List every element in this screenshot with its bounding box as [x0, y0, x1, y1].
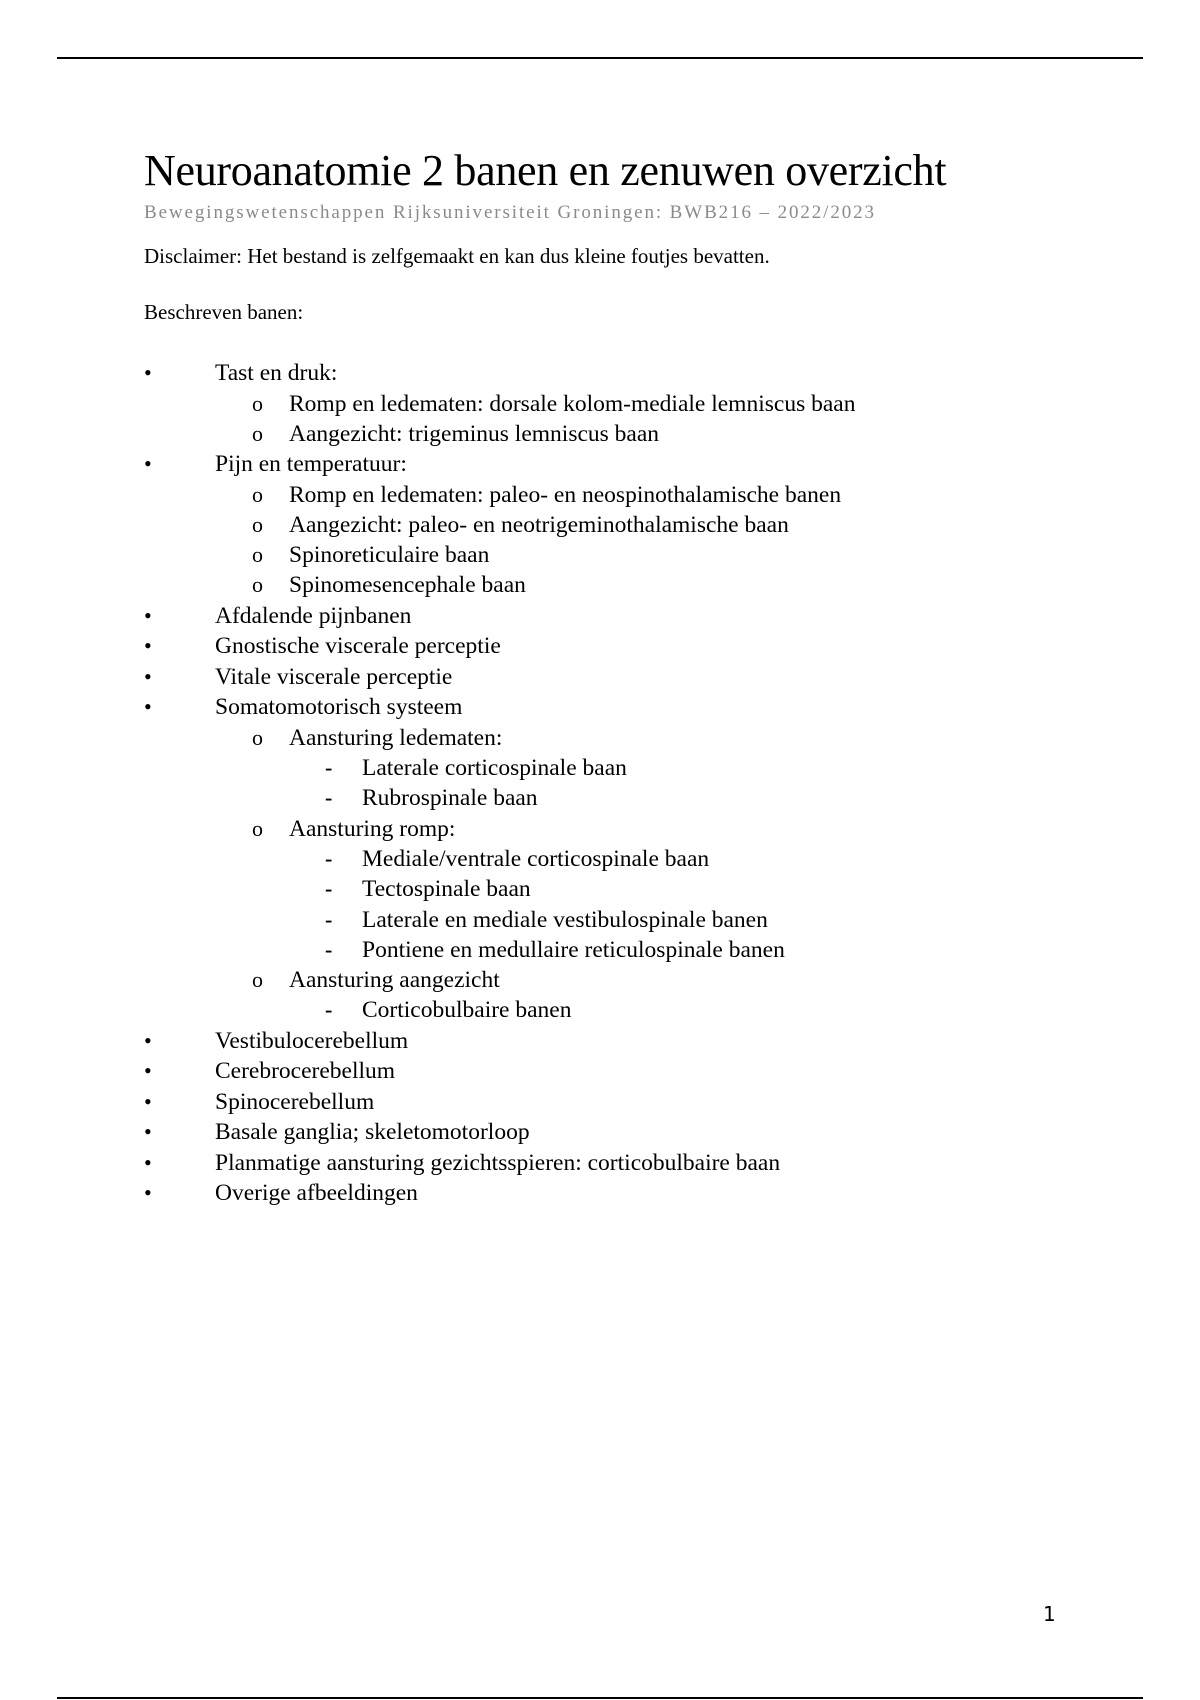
list-item-label: Rubrospinale baan [362, 785, 538, 812]
list-item-label: Tectospinale baan [362, 876, 531, 903]
sub-sub-list-item [0, 995, 1200, 1025]
disclaimer-text: Disclaimer: Het bestand is zelfgemaakt en kan dus kleine foutjes bevatten. [144, 244, 770, 268]
sub-list-item [0, 570, 1200, 600]
bullet-icon: • [144, 1180, 152, 1206]
list-item [0, 1087, 1200, 1118]
list-heading: Beschreven banen: [144, 300, 304, 324]
list-item-label: Laterale corticospinale baan [362, 755, 627, 782]
page-number: 1 [1043, 1602, 1056, 1626]
list-item-label: Spinoreticulaire baan [289, 542, 490, 569]
list-item-label: Basale ganglia; skeletomotorloop [215, 1119, 530, 1146]
list-item-label: Gnostische viscerale perceptie [215, 633, 501, 660]
dash-bullet-icon: - [325, 785, 333, 811]
list-item-label: Spinocerebellum [215, 1088, 375, 1115]
list-item-label: Afdalende pijnbanen [215, 602, 412, 629]
bullet-icon: • [144, 1027, 152, 1053]
list-item-label: Overige afbeeldingen [215, 1180, 418, 1207]
bullet-icon: • [144, 451, 152, 477]
sub-sub-list-item [0, 935, 1200, 965]
bullet-icon: • [144, 602, 152, 628]
bullet-icon: • [144, 1088, 152, 1114]
list-item-label: Romp en ledematen: paleo- en neospinothalamische banen [289, 481, 842, 508]
list-item-label: Laterale en mediale vestibulospinale banen [362, 906, 768, 933]
circle-bullet-icon: o [252, 481, 263, 507]
list-item [0, 692, 1200, 723]
list-item-label: Somatomotorisch systeem [215, 694, 463, 721]
sub-list-item [0, 965, 1200, 995]
bullet-icon: • [144, 360, 152, 385]
sub-sub-list-item [0, 844, 1200, 874]
sub-list-item [0, 480, 1200, 510]
list-item-label: Aangezicht: trigeminus lemniscus baan [289, 420, 660, 447]
header-rule [57, 57, 1143, 59]
dash-bullet-icon: - [325, 876, 333, 902]
list-item-label: Cerebrocerebellum [215, 1058, 396, 1085]
sub-list-item [0, 814, 1200, 844]
list-item-label: Vitale viscerale perceptie [215, 663, 453, 690]
list-item-label: Aangezicht: paleo- en neotrigeminothalamische baan [289, 511, 789, 538]
circle-bullet-icon: o [252, 967, 263, 993]
list-item [0, 1178, 1200, 1209]
sub-list-item [0, 540, 1200, 570]
list-item-label: Mediale/ventrale corticospinale baan [362, 845, 710, 872]
list-item-label: Aansturing aangezicht [289, 967, 500, 994]
dash-bullet-icon: - [325, 906, 333, 932]
sub-list-item [0, 419, 1200, 449]
list-item-label: Pijn en temperatuur: [215, 451, 407, 478]
sub-sub-list-item [0, 783, 1200, 813]
list-item-label: Planmatige aansturing gezichtsspieren: corticobulbaire baan [215, 1149, 781, 1176]
sub-list-item [0, 510, 1200, 540]
list-item [0, 662, 1200, 693]
list-item [0, 1056, 1200, 1087]
list-item-label: Vestibulocerebellum [215, 1027, 409, 1054]
circle-bullet-icon: o [252, 724, 263, 750]
bullet-icon: • [144, 663, 152, 689]
list-item-label: Aansturing romp: [289, 815, 456, 842]
list-item-label: Pontiene en medullaire reticulospinale banen [362, 936, 785, 963]
document-title: Neuroanatomie 2 banen en zenuwen overzicht [144, 146, 947, 195]
dash-bullet-icon: - [325, 755, 333, 781]
list-item [0, 1026, 1200, 1057]
circle-bullet-icon: o [252, 511, 263, 537]
sub-list-item [0, 723, 1200, 753]
bullet-icon: • [144, 1149, 152, 1175]
list-item [0, 631, 1200, 662]
bullet-icon: • [144, 694, 152, 720]
dash-bullet-icon: - [325, 936, 333, 962]
circle-bullet-icon: o [252, 572, 263, 598]
list-item-label: Spinomesencephale baan [289, 572, 526, 599]
circle-bullet-icon: o [252, 542, 263, 568]
circle-bullet-icon: o [252, 390, 263, 416]
list-item-label: Romp en ledematen: dorsale kolom-mediale lemniscus baan [289, 390, 856, 417]
list-item-label: Aansturing ledematen: [289, 724, 503, 751]
list-item [0, 1117, 1200, 1148]
bullet-icon: • [144, 633, 152, 659]
list-item-label: Tast en druk: [215, 360, 338, 386]
list-item [0, 358, 1200, 389]
list-item [0, 1148, 1200, 1179]
sub-sub-list-item [0, 905, 1200, 935]
bullet-icon: • [144, 1119, 152, 1145]
document-subtitle: Bewegingswetenschappen Rijksuniversiteit Groningen: BWB216 – 2022/2023 [144, 202, 876, 223]
list-item [0, 449, 1200, 480]
circle-bullet-icon: o [252, 815, 263, 841]
sub-sub-list-item [0, 753, 1200, 783]
bullet-icon: • [144, 1058, 152, 1084]
list-item [0, 601, 1200, 632]
sub-sub-list-item [0, 874, 1200, 904]
pathway-outline [0, 358, 1200, 1209]
dash-bullet-icon: - [325, 845, 333, 871]
circle-bullet-icon: o [252, 420, 263, 446]
list-item-label: Corticobulbaire banen [362, 997, 572, 1024]
sub-list-item [0, 389, 1200, 419]
footer-rule [57, 1697, 1143, 1699]
dash-bullet-icon: - [325, 997, 333, 1023]
